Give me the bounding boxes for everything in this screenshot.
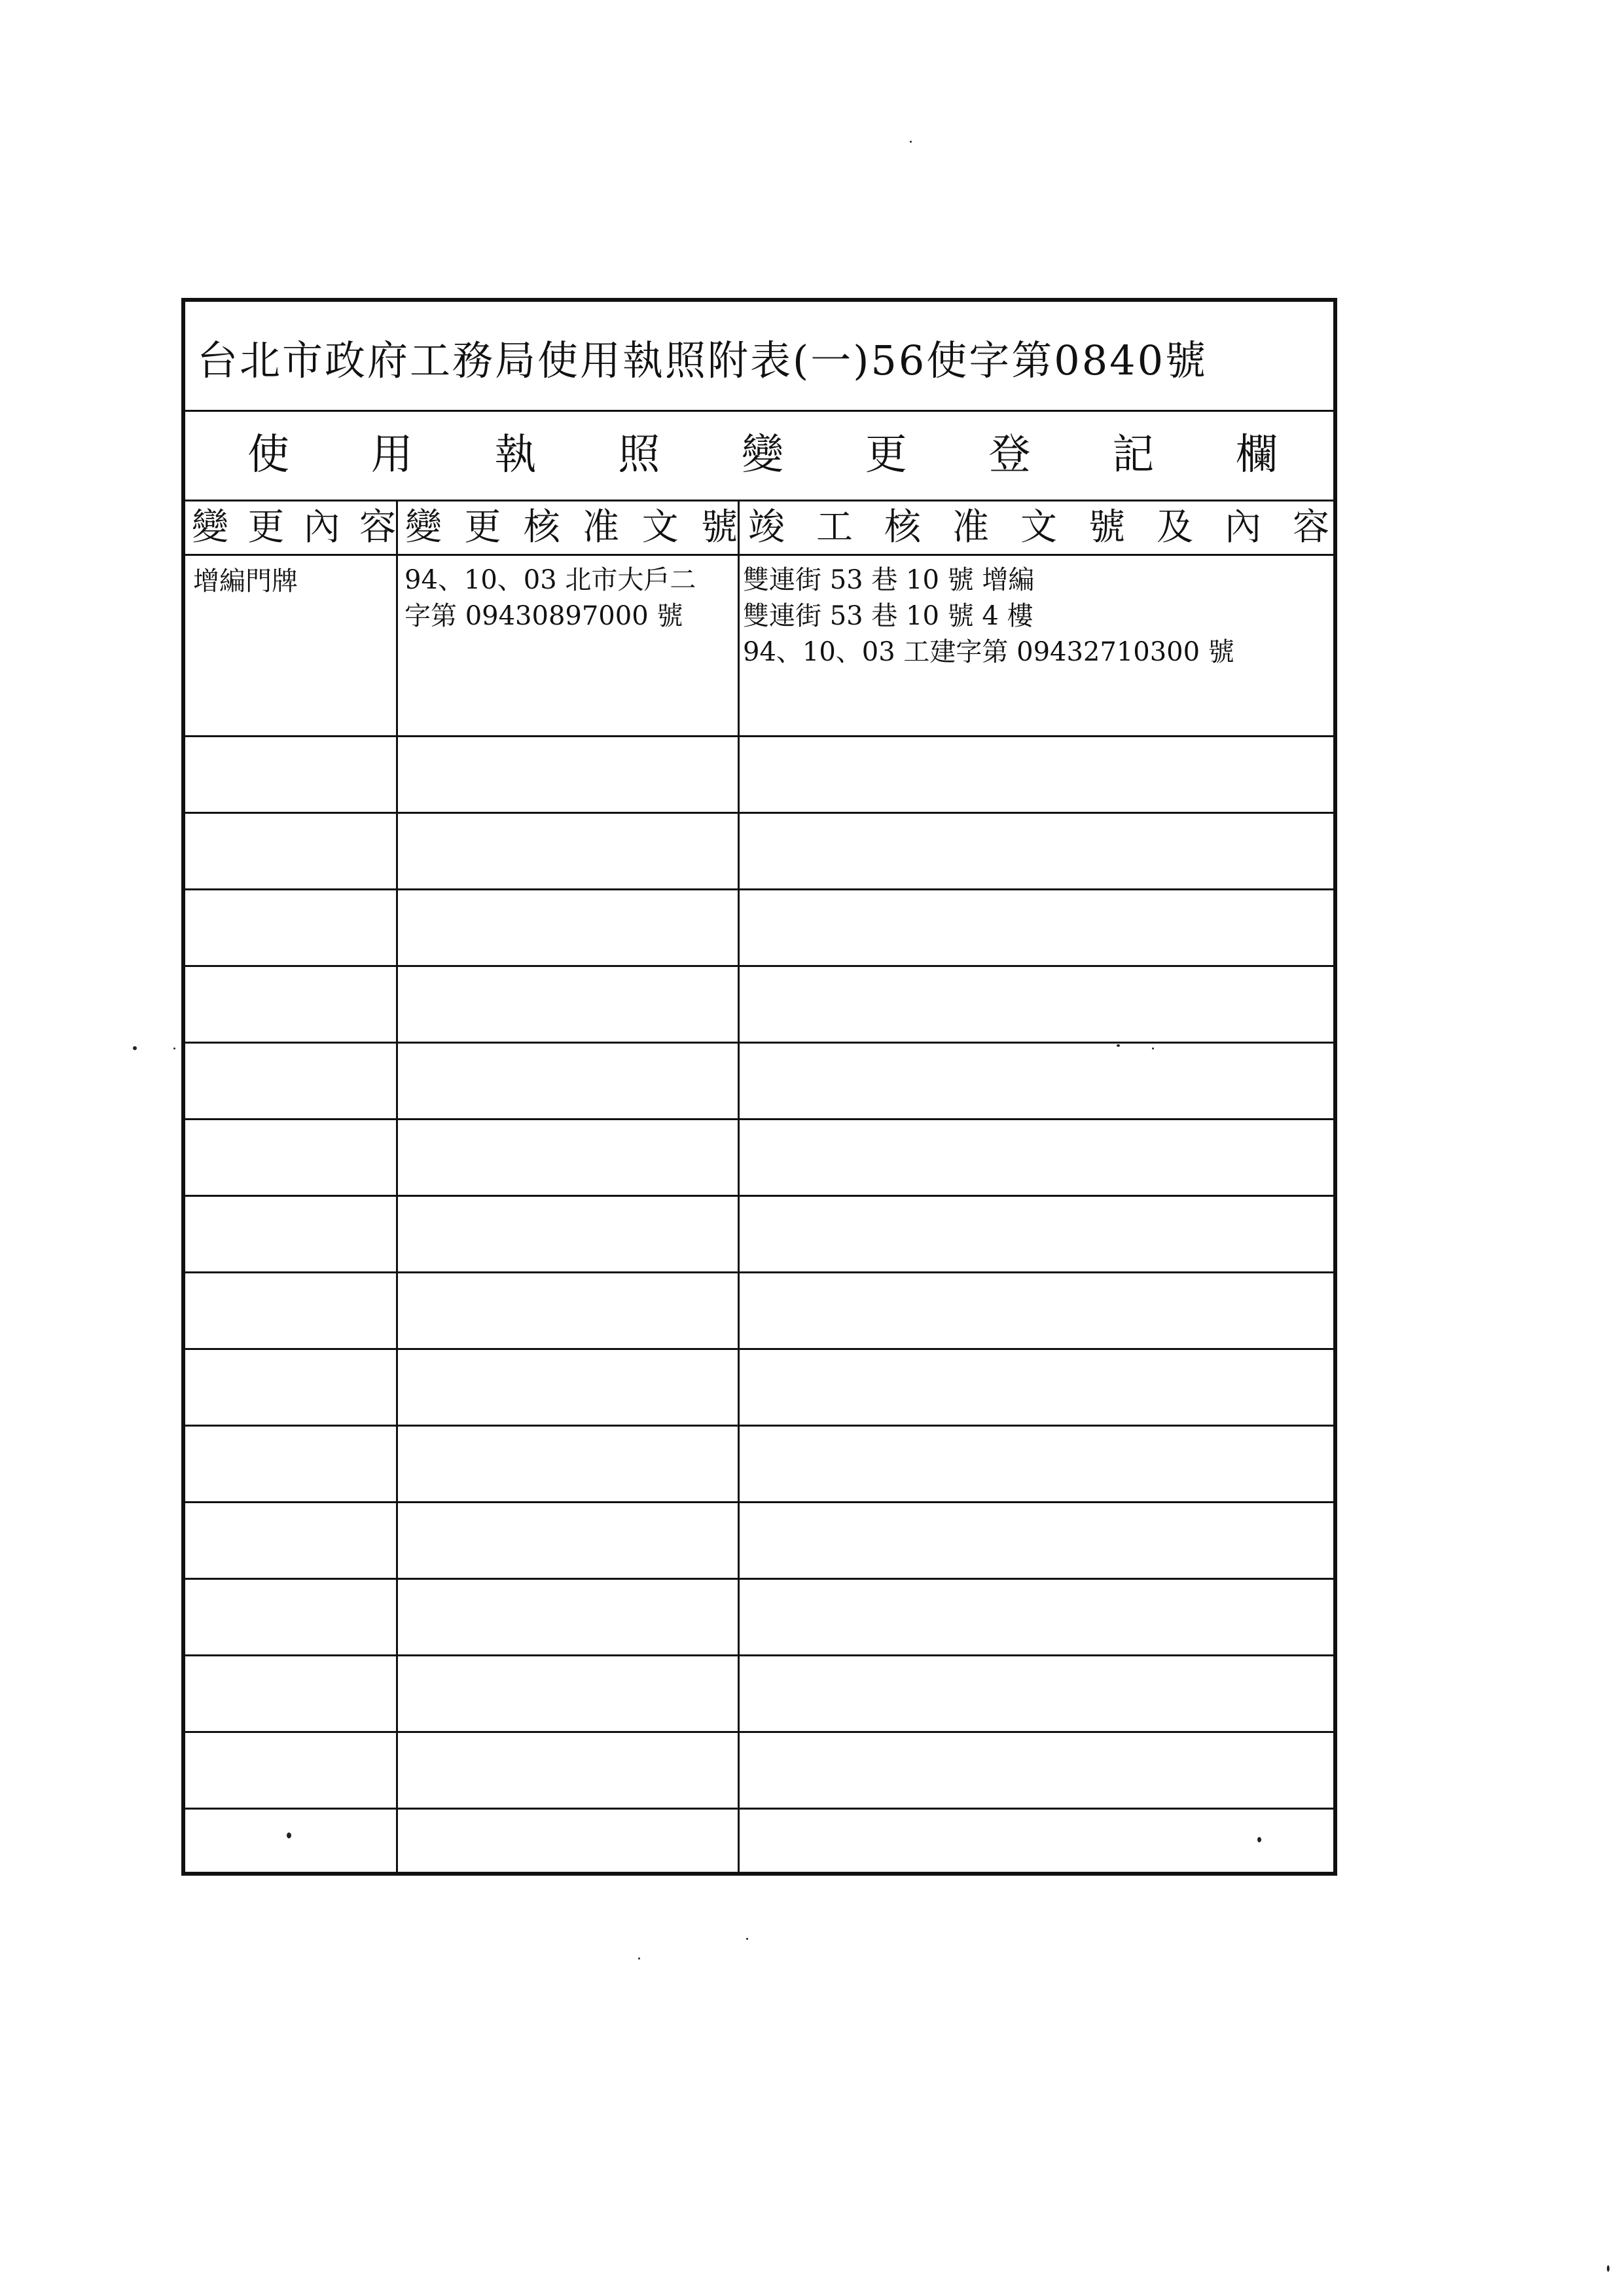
column-header-approval-no — [403, 501, 740, 554]
scan-speck — [910, 141, 912, 143]
header-char: 號 — [1088, 506, 1125, 549]
header-char: 變 — [405, 506, 442, 549]
row-divider — [185, 1731, 1333, 1733]
section-heading-char: 執 — [494, 430, 537, 479]
row-divider — [185, 812, 1333, 814]
header-char: 准 — [583, 506, 620, 549]
row-divider — [185, 1271, 1333, 1273]
cell-line: 字第 09430897000 號 — [404, 601, 683, 631]
header-char: 內 — [1225, 506, 1261, 549]
row-divider — [185, 1501, 1333, 1503]
section-heading-char: 照 — [618, 430, 660, 479]
row-divider — [185, 1348, 1333, 1350]
header-char: 准 — [952, 506, 989, 549]
scan-speck — [173, 1048, 175, 1049]
header-char: 及 — [1157, 506, 1193, 549]
header-char: 更 — [464, 506, 501, 549]
cell-line: 雙連街 53 巷 10 號 4 樓 — [743, 601, 1034, 631]
section-heading-char: 更 — [865, 430, 907, 479]
column-divider — [738, 501, 740, 1872]
row-divider — [185, 1808, 1333, 1810]
cell-change-content — [193, 564, 298, 600]
header-char: 文 — [1020, 506, 1057, 549]
section-heading — [185, 410, 1333, 501]
row-divider — [185, 1195, 1333, 1197]
row-divider — [185, 1578, 1333, 1580]
cell-line: 增編門牌 — [193, 566, 298, 596]
header-char: 容 — [1293, 506, 1329, 549]
row-divider — [185, 1654, 1333, 1656]
header-char: 核 — [523, 506, 560, 549]
cell-approval-no — [404, 562, 696, 634]
header-char: 竣 — [748, 506, 785, 549]
header-char: 更 — [247, 506, 285, 549]
scan-speck — [1257, 1837, 1261, 1842]
header-char: 容 — [359, 506, 396, 549]
row-divider — [185, 888, 1333, 890]
scan-speck — [1607, 2265, 1609, 2272]
column-divider — [396, 501, 398, 1872]
row-divider — [185, 965, 1333, 967]
form-title-row — [185, 302, 1333, 412]
row-divider — [185, 1042, 1333, 1044]
scan-speck — [638, 1958, 640, 1959]
section-heading-char: 欄 — [1236, 430, 1278, 479]
header-char: 工 — [816, 506, 853, 549]
cell-line: 雙連街 53 巷 10 號 增編 — [743, 565, 1035, 595]
scan-speck — [133, 1046, 137, 1050]
scan-speck — [1152, 1048, 1154, 1049]
scan-speck — [746, 1938, 748, 1940]
row-divider — [185, 735, 1333, 737]
header-char: 變 — [192, 506, 228, 549]
section-heading-char: 使 — [247, 430, 289, 479]
row-divider — [185, 1118, 1333, 1120]
row-divider — [185, 1425, 1333, 1427]
column-header-change-content — [189, 501, 399, 554]
section-heading-char: 記 — [1112, 430, 1155, 479]
form-title: 台北市政府工務局使用執照附表(一)56使字第0840號 — [197, 337, 1208, 384]
section-heading-char: 登 — [988, 430, 1031, 479]
header-char: 內 — [303, 506, 340, 549]
section-heading-char: 用 — [370, 430, 413, 479]
section-heading-char: 變 — [742, 430, 783, 479]
scan-speck — [287, 1832, 291, 1838]
column-header-completion — [744, 501, 1333, 554]
header-char: 號 — [700, 506, 738, 549]
cell-line: 94、10、03 工建字第 09432710300 號 — [743, 637, 1234, 667]
cell-completion — [743, 562, 1234, 670]
scan-speck — [1117, 1044, 1120, 1047]
table-header — [185, 501, 1333, 556]
registration-form — [181, 298, 1337, 1876]
header-char: 文 — [641, 506, 679, 549]
header-char: 核 — [884, 506, 921, 549]
cell-line: 94、10、03 北市大戶二 — [404, 565, 696, 595]
